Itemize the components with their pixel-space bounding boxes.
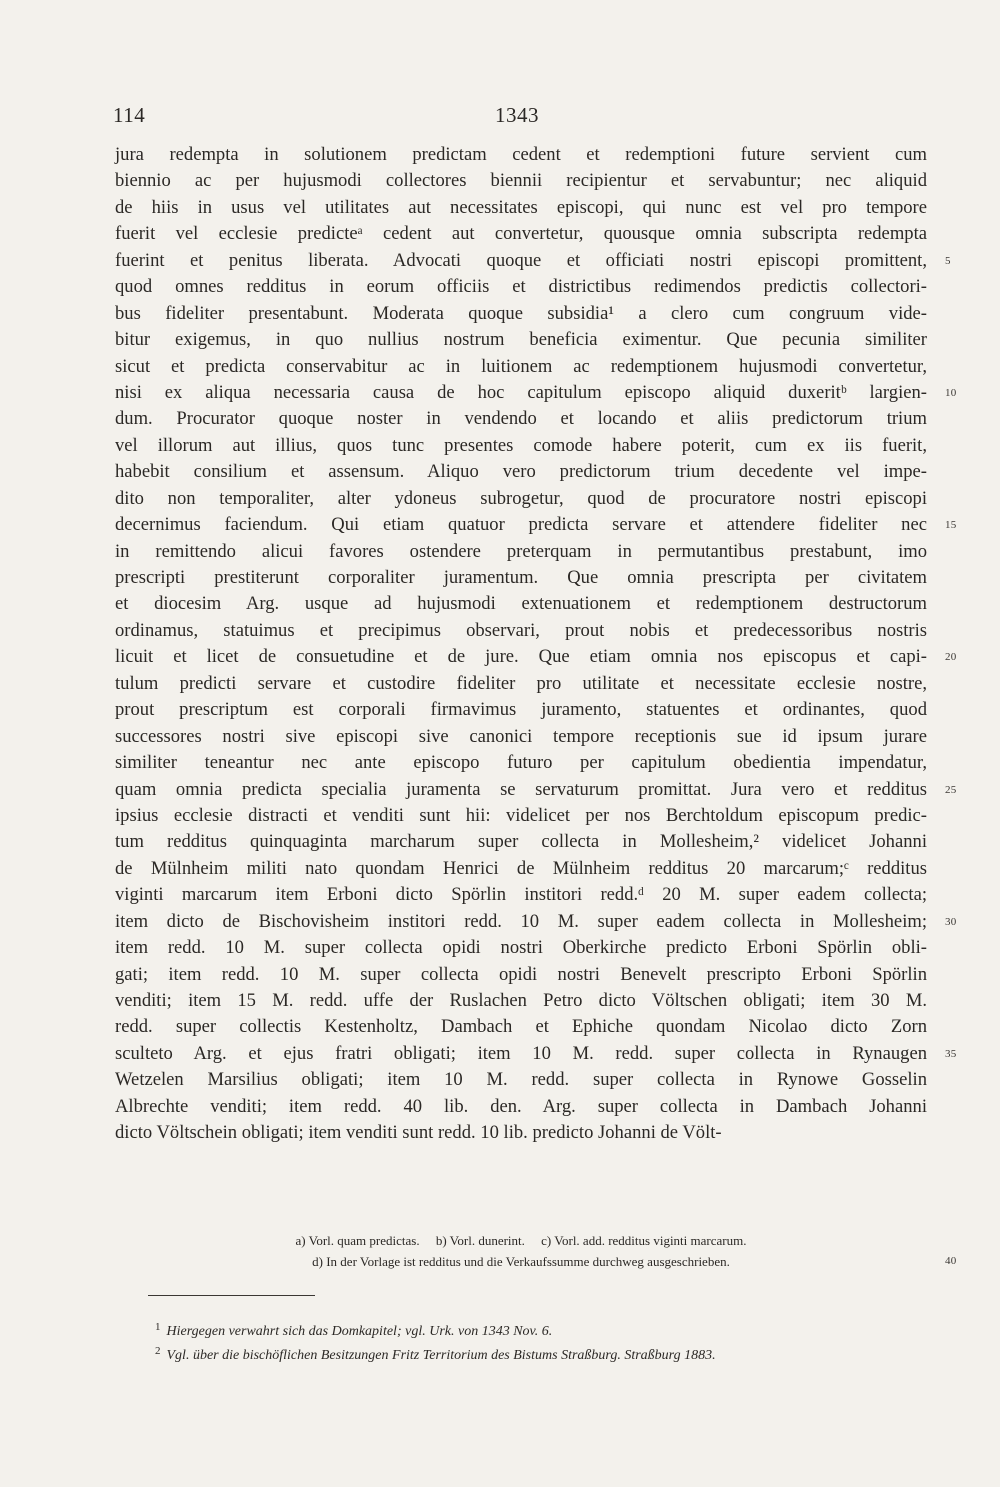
line-text: habebit consilium et assensum. Aliquo vero predictorum trium decedente vel impe- [115,461,927,483]
line-text: sicut et predicta conservabitur ac in luitionem ac redemptionem hujusmodi convertetur, [115,355,927,377]
line-text: dum. Procurator quoque noster in vendendo et locando et aliis predictorum trium [115,408,927,430]
text-line [115,724,927,750]
text-line [115,142,927,168]
text-line [115,1067,927,1093]
line-number: 10 [945,386,957,399]
line-text: tulum predicti servare et custodire fideliter pro utilitate et necessitate ecclesie nostre, [115,672,927,694]
line-text: quod omnes redditus in eorum officiis et districtibus redimendos predictis collectori- [115,276,927,298]
line-number: 20 [945,651,957,664]
line-text: et diocesim Arg. usque ad hujusmodi extenuationem et redemptionem destructorum [115,593,927,615]
line-text: gati; item redd. 10 M. super collecta opidi nostri Benevelt prescripto Erboni Spörlin [115,963,927,985]
line-text: Albrechte venditi; item redd. 40 lib. den. Arg. super collecta in Dambach Johanni [115,1095,927,1117]
line-text: prescripti prestiterunt corporaliter juramentum. Que omnia prescripta per civitatem [115,567,927,588]
line-text: decernimus faciendum. Qui etiam quatuor predicta servare et attendere fideliter nec [115,514,927,536]
footnotes [155,1315,935,1363]
line-text: de hiis in usus vel utilitates aut necessitates episcopi, qui nunc est vel pro tempore [115,196,927,218]
line-text: sculteto Arg. et ejus fratri obligati; item 10 M. redd. super collecta in Rynaugen [115,1042,927,1064]
line-text: viginti marcarum item Erboni dicto Spörlin institori redd.ᵈ 20 M. super eadem collecta; [115,884,927,906]
text-line [115,459,927,485]
text-line [115,988,927,1014]
line-text: bitur exigemus, in quo nullius nostrum beneficia eximentur. Que pecunia similiter [115,329,927,351]
text-line [115,962,927,988]
line-text: in remittendo alicui favores ostendere preterquam in permutantibus prestabunt, imo [115,540,927,562]
line-text: item redd. 10 M. super collecta opidi nostri Oberkirche predicto Erboni Spörlin obli- [115,937,927,959]
page-number: 114 [113,103,146,127]
text-line [115,380,957,406]
apparatus-line [115,1251,957,1272]
text-line [115,221,927,247]
text-line [115,777,957,803]
text-line [115,1094,927,1120]
text-line [115,1014,927,1040]
line-text: dicto Völtschein obligati; item venditi sunt redd. 10 lib. predicto Johanni de Völt- [115,1122,722,1144]
text-line [115,406,927,432]
text-line [115,1041,957,1067]
text-line [115,882,927,908]
text-line [115,274,927,300]
text-line [115,433,927,459]
text-line [115,644,957,670]
line-number: 30 [945,915,957,928]
text-line [115,248,951,274]
text-line [115,856,927,882]
text-line [115,512,957,538]
text-line [115,539,927,565]
line-number: 5 [945,254,951,267]
line-text: biennio ac per hujusmodi collectores biennii recipientur et servabuntur; nec aliquid [115,170,927,192]
line-text: jura redempta in solutionem predictam cedent et redemptioni future servient cum [115,144,927,165]
footnote-text: Hiergegen verwahrt sich das Domkapitel; vgl. Urk. von 1343 Nov. 6. [166,1324,553,1339]
text-line [115,168,927,194]
text-line [115,354,927,380]
line-number: 25 [945,783,957,796]
line-text: prout prescriptum est corporali firmavimus juramento, statuentes et ordinantes, quod [115,699,927,721]
text-line [115,829,927,855]
line-number: 40 [945,1255,957,1267]
line-text: fuerit vel ecclesie predicteᵃ cedent aut convertetur, quousque omnia subscripta redempta [115,223,927,245]
line-text: nisi ex aliqua necessaria causa de hoc capitulum episcopo aliquid duxeritᵇ largien- [115,381,927,403]
text-line [115,591,927,617]
text-line [115,750,927,776]
line-text: tum redditus quinquaginta marcharum super collecta in Mollesheim,² videlicet Johanni [115,831,927,853]
line-text: redd. super collectis Kestenholtz, Dambach et Ephiche quondam Nicolao dicto Zorn [115,1016,927,1038]
main-text [115,142,957,1147]
footnote-2 [155,1339,935,1363]
line-text: venditi; item 15 M. redd. uffe der Ruslachen Petro dicto Völtschen obligati; item 30 M. [115,990,927,1011]
line-text: de Mülnheim militi nato quondam Henrici de Mülnheim redditus 20 marcarum;ᶜ redditus [115,857,927,879]
critical-apparatus [115,1230,957,1272]
line-text: ipsius ecclesie distracti et venditi sunt hii: videlicet per nos Berchtoldum episcopum predic- [115,804,927,826]
footnote-1 [155,1315,935,1339]
line-text: successores nostri sive episcopi sive canonici tempore receptionis sue id ipsum jurare [115,725,927,747]
text-line [115,909,957,935]
apparatus-line [115,1230,927,1251]
text-line [115,803,927,829]
line-text: licuit et licet de consuetudine et de jure. Que etiam omnia nos episcopus et capi- [115,646,927,668]
apparatus-text: a) Vorl. quam predictas. b) Vorl. dunerint. c) Vorl. add. redditus viginti marcarum. [295,1233,747,1248]
line-text: similiter teneantur nec ante episcopo futuro per capitulum obedientia impendatur, [115,752,927,774]
footnote-number: 2 [155,1345,161,1357]
text-line [115,697,927,723]
line-number: 15 [945,519,957,532]
footnote-number: 1 [155,1321,161,1333]
text-line [115,1120,927,1146]
text-line [115,618,927,644]
apparatus-text: d) In der Vorlage ist redditus und die Verkaufssumme durchweg ausgeschrieben. [312,1254,730,1269]
text-line [115,671,927,697]
line-text: vel illorum aut illius, quos tunc presentes comode habere poterit, cum ex iis fuerit, [115,434,927,456]
line-text: Wetzelen Marsilius obligati; item 10 M. redd. super collecta in Rynowe Gosselin [115,1069,927,1091]
text-line [115,935,927,961]
line-number: 35 [945,1047,957,1060]
text-line [115,327,927,353]
text-line [115,565,927,591]
line-text: bus fideliter presentabunt. Moderata quoque subsidia¹ a clero cum congruum vide- [115,302,927,324]
running-head-year: 1343 [495,103,539,127]
line-text: dito non temporaliter, alter ydoneus subrogetur, quod de procuratore nostri episcopi [115,487,927,509]
line-text: item dicto de Bischovisheim institori redd. 10 M. super eadem collecta in Mollesheim; [115,910,927,932]
line-text: quam omnia predicta specialia juramenta se servaturum promittat. Jura vero et redditus [115,778,927,800]
text-line [115,301,927,327]
line-text: fuerint et penitus liberata. Advocati quoque et officiati nostri episcopi promittent, [115,249,927,271]
text-line [115,195,927,221]
text-line [115,486,927,512]
footnote-text: Vgl. über die bischöflichen Besitzungen Fritz Territorium des Bistums Straßburg. Straßburg 1883. [166,1348,716,1363]
line-text: ordinamus, statuimus et precipimus observari, prout nobis et predecessoribus nostris [115,619,927,641]
footnote-separator [148,1295,315,1296]
